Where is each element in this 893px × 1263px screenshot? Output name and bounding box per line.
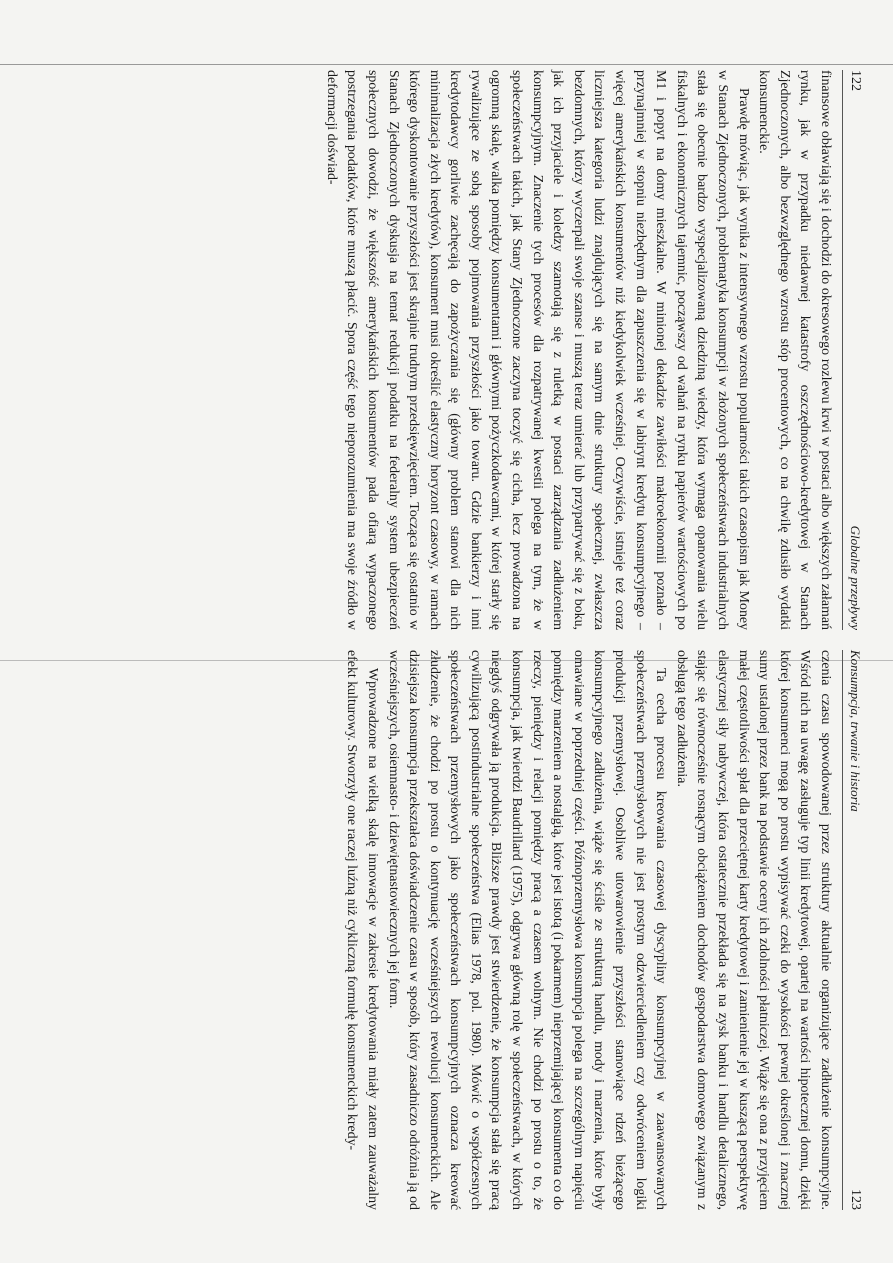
running-head: [842, 650, 865, 1210]
running-title: Globalne przepływy: [848, 525, 863, 630]
paragraph: czenia czasu spowodowanej przez struktury aktualnie organizujące zadłużenie konsumpcyjne. Wśród nich na uwagę zasługuje typ linii kredytowej, opartej na wartości hipotecznej domu, dzięki której konsumenci mogą po prostu wypisywać czeki do wysokości pewnej określonej i znacznej sumy ustalonej przez bank na podstawie oceny ich zdolności płatniczej. Wiąże się ona z przyjęciem małej częstotliwości spłat dla przeciętnej karty kredytowej i zamienienie jej w kuszącą perspektywę elastycznej siły nabywczej, która ostatecznie przekłada się na zysk banku i handlu detalicznego, stając się równocześnie rosnącym obciążeniem dochodów gospodarstwa domowego związanym z obsługą tego zadłużenia.: [673, 650, 833, 1210]
paragraph: Ta cecha procesu kreowania czasowej dyscypliny konsumpcyjnej w zaawansowanych społeczeństwach przemysłowych nie jest prostym odzwierciedleniem czy odwróceniem logiki produkcji przemysłowej. Osobliwe utowarowienie przyszłości stanowiące rdzeń bieżącego konsumpcyjnego zadłużenia, wiąże się ściśle ze strukturą handlu, mody i marzenia, które były omawiane w poprzedniej części. Późnoprzemysłowa konsumpcja polega na szczególnym napięciu pomiędzy marzeniem a nostalgią, które jest istotą (i pokarmem) nieprzemijającej konsumenta co do rzeczy, pieniędzy i relacji pomiędzy pracą a czasem wolnym. Nie chodzi po prostu o to, że konsumpcja, jak twierdzi Baudrillard (1975), odgrywa główną rolę w społeczeństwach, w których niegdyś odgrywała ją produkcja. Bliższe prawdy jest stwierdzenie, że konsumpcja stała się pracą cywilizującą postindustrialne społeczeństwa (Elias 1978, pol. 1980). Mówić o współczesnych społeczeństwach przemysłowych jako społeczeństwach konsumpcyjnych oznacza kreować złudzenie, że chodzi po prostu o kontynuację wcześniejszych rewolucji konsumenckich. Ale dzisiejsza konsumpcja przekształca doświadczenie czasu w sposób, który zasadniczo odróżnia ją od wcześniejszych, osiemnasto- i dziewiętnastowiecznych jej form.: [385, 650, 669, 1210]
paragraph: finansowe obławiają się i dochodzi do okresowego rozlewu krwi w postaci albo większych załamań rynku, jak w przypadku niedawnej katastrofy oszczędnościowo-kredytowej w Stanach Zjednoczonych, albo bezwzględnego wzrostu stóp procentowych, co na chwilę zdusiło wydatki konsumenckie.: [756, 70, 833, 630]
left-page: [0, 70, 893, 630]
running-head: [842, 70, 865, 630]
running-title: Konsumpcja, trwanie i historia: [848, 650, 863, 812]
right-page: [0, 650, 893, 1210]
page-body: [40, 70, 835, 630]
paragraph: Wprowadzone na wielką skalę innowacje w zakresie kredytowania miały zatem zauważalny efekt kulturowy. Stworzyły one raczej luźną niż cykliczną formułę konsumenckich kredy-: [344, 650, 380, 1210]
paragraph: Prawdę mówiąc, jak wynika z intensywnego wzrostu popularności takich czasopism jak Money w Stanach Zjednoczonych, problematyka konsumpcji w złożonych społeczeństwach industrialnych stała się obecnie bardzo wyspecjalizowaną dziedziną wiedzy, która wymaga opanowania wielu fiskalnych i ekonomicznych tajemnic, począwszy od wahań na rynku papierów wartościowych po M1 i popyt na domy mieszkalne. W minionej dekadzie zawiłości makroekonomii poznało – przynajmniej w stopniu niezbędnym dla zapuszczenia się w labirynt kredytu konsumpcyjnego – więcej amerykańskich konsumentów niż kiedykolwiek wcześniej. Oczywiście, istnieje też coraz liczniejsza kategoria ludzi znajdujących się na samym dnie struktury społecznej, zwłaszcza bezdomnych, którzy wyczerpali swoje szanse i muszą teraz umierać lub przypatrywać się z boku, jak ich przyjaciele i koledzy szamotają się z ruletką w postaci zarządzania zadłużeniem konsumpcyjnym. Znaczenie tych procesów dla rozpatrywanej kwestii polega na tym, że w społeczeństwach takich, jak Stany Zjednoczone zaczyna toczyć się cicha, lecz prowadzona na ogromną skalę, walka pomiędzy konsumentami i głównymi pożyczkodawcami, w której starły się rywalizujące ze sobą sposoby pojmowania przyszłości jako towaru. Gdzie bankierzy i inni kredytodawcy gorliwie zachęcają do zapożyczania się (główny problem stanowi dla nich minimalizacja złych kredytów), konsument musi określić elastyczny horyzont czasowy, w ramach którego dyskontowanie przyszłości jest skrajnie trudnym przedsięwzięciem. Tocząca się ostatnio w Stanach Zjednoczonych dyskusja na temat redukcji podatku na federalny system ubezpieczeń społecznych dowodzi, że większość amerykańskich konsumentów pada ofiarą wypaczonego postrzegania podatków, które muszą płacić. Spora część tego nieporozumienia ma swoje źródło w deformacji doświad-: [323, 70, 751, 630]
page-number: 123: [848, 1189, 863, 1210]
page-body: [40, 650, 835, 1210]
page-number: 122: [848, 70, 863, 91]
